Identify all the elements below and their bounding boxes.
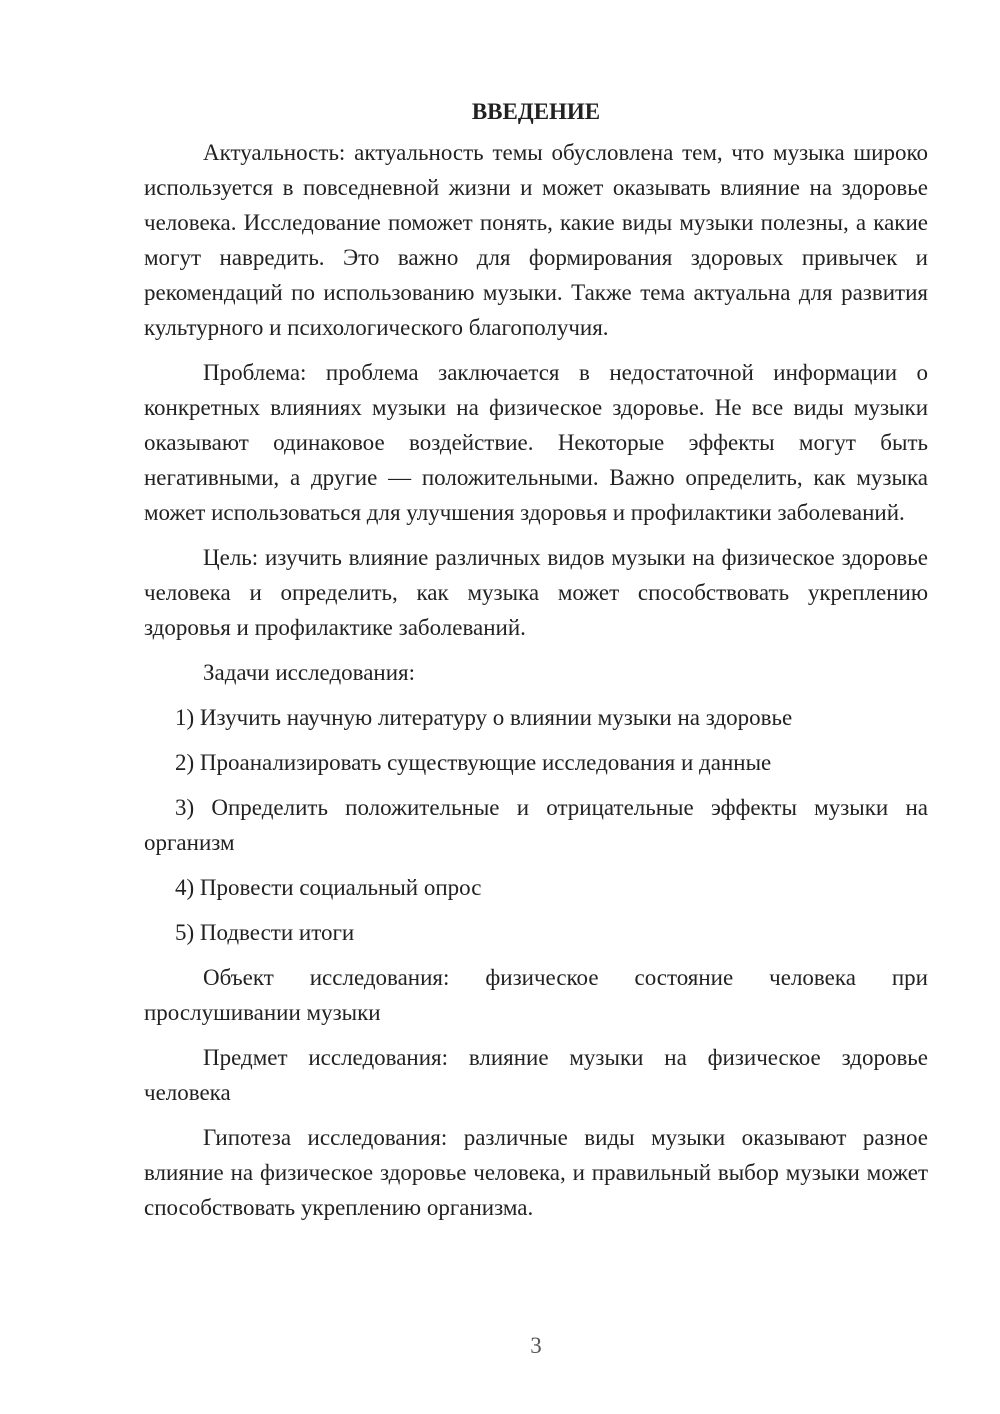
subject-paragraph: Предмет исследования: влияние музыки на физическое здоровье человека — [144, 1045, 928, 1105]
page-number: 3 — [530, 1333, 542, 1358]
list-item: 2) Проанализировать существующие исследования и данные — [175, 750, 772, 775]
goal-paragraph: Цель: изучить влияние различных видов музыки на физическое здоровье человека и определить, как музыка может способствовать укреплению здоровья и профилактике заболеваний. — [144, 545, 928, 640]
object-paragraph: Объект исследования: физическое состояние человека при прослушивании музыки — [144, 965, 928, 1025]
problem-paragraph: Проблема: проблема заключается в недостаточной информации о конкретных влияниях музыки на физическое здоровье. Не все виды музыки оказывают одинаковое воздействие. Некоторые эффекты могут быть негативными, а другие — положительными. Важно определить, как музыка может использоваться для улучшения здоровья и профилактики заболеваний. — [144, 360, 928, 525]
hypothesis-paragraph: Гипотеза исследования: различные виды музыки оказывают разное влияние на физическое здоровье человека, и правильный выбор музыки может способствовать укреплению организма. — [144, 1125, 928, 1220]
list-item: 4) Провести социальный опрос — [175, 875, 482, 900]
page-heading: ВВЕДЕНИЕ — [471, 99, 601, 124]
tasks-list — [144, 700, 928, 950]
relevance-paragraph: Актуальность: актуальность темы обусловлена тем, что музыка широко используется в повседневной жизни и может оказывать влияние на здоровье человека. Исследование поможет понять, какие виды музыки полезны, а какие могут навредить. Это важно для формирования здоровых привычек и рекомендаций по использованию музыки. Также тема актуальна для развития культурного и психологического благополучия. — [144, 140, 928, 340]
list-item: 5) Подвести итоги — [175, 920, 355, 945]
tasks-label: Задачи исследования: — [203, 660, 416, 685]
list-item: 1) Изучить научную литературу о влиянии музыки на здоровье — [175, 705, 793, 730]
list-item: 3) Определить положительные и отрицательные эффекты музыки на организм — [144, 795, 928, 855]
page-content — [144, 94, 928, 1235]
